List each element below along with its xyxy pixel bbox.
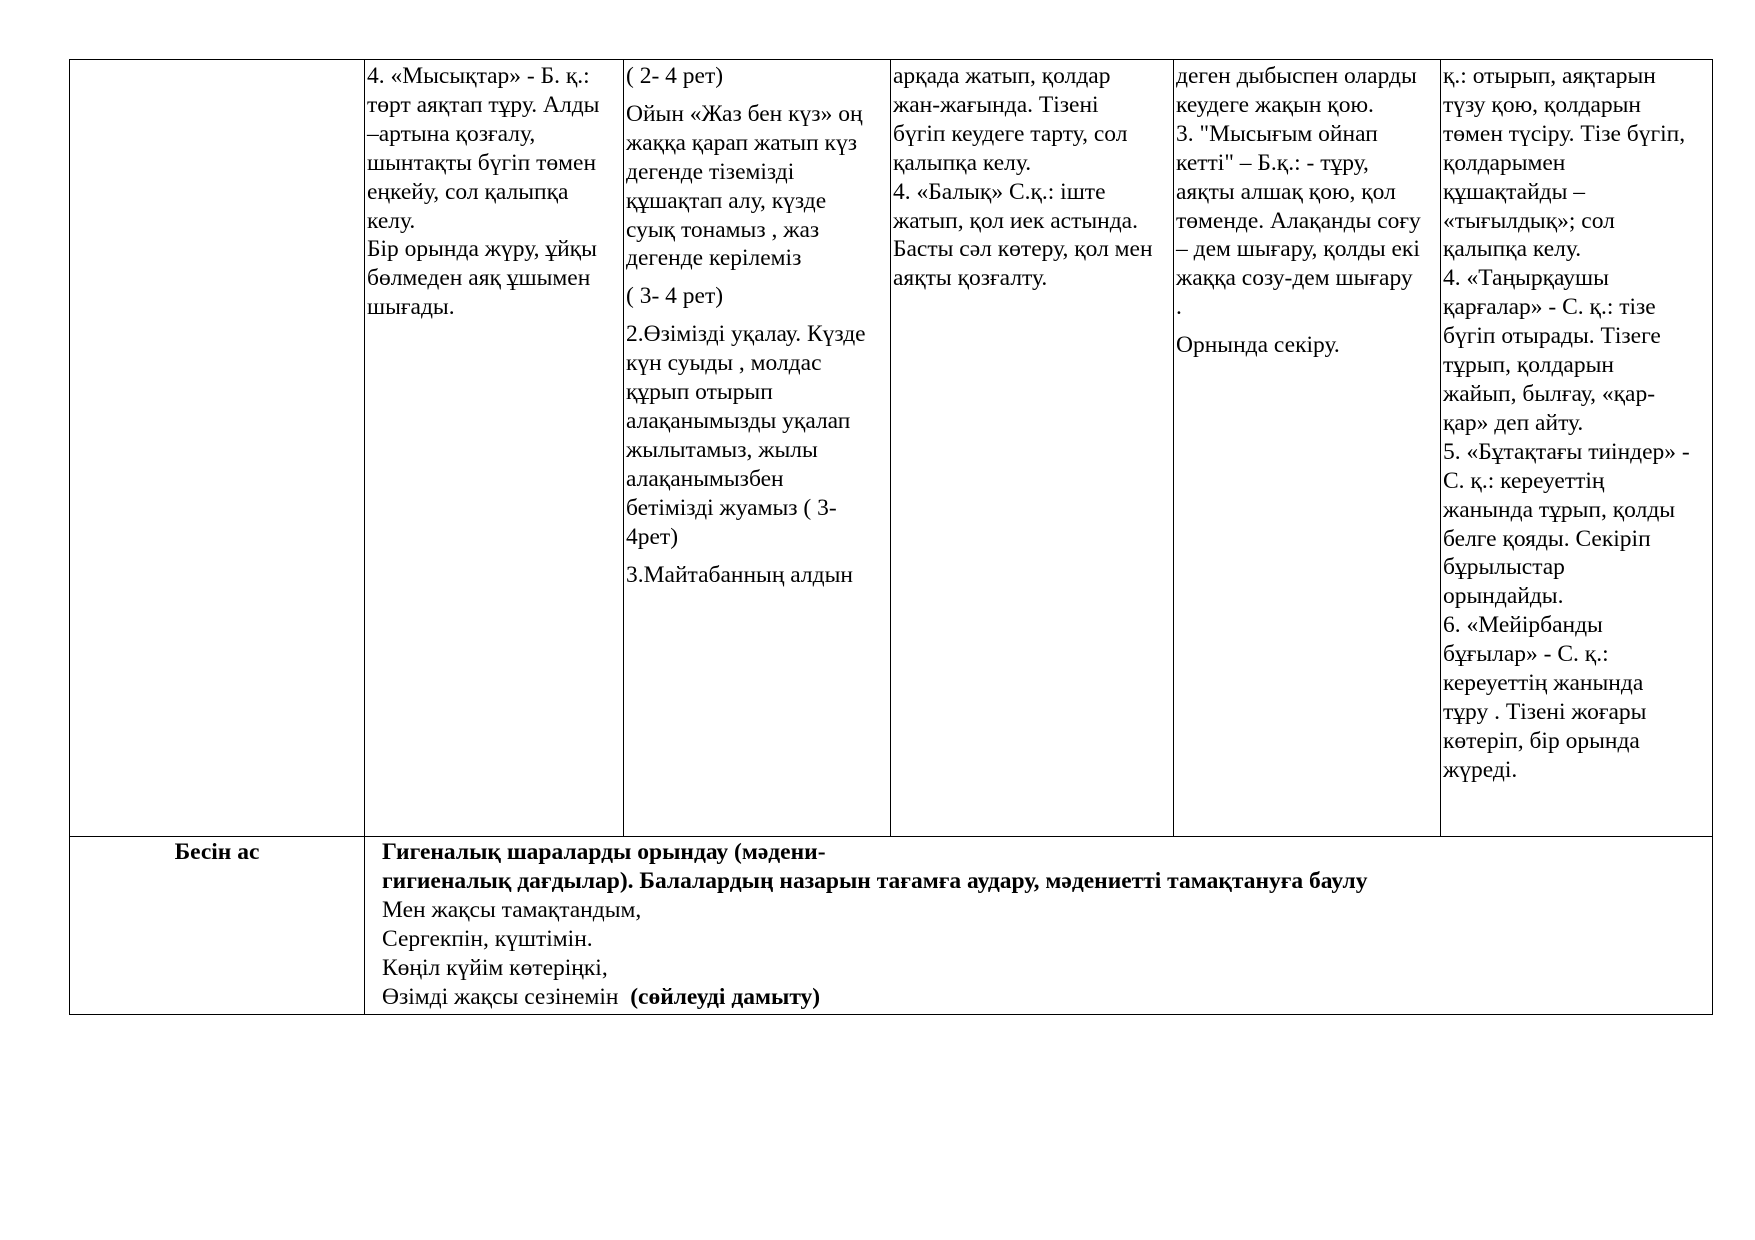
text-line: 4рет) [626,523,679,550]
text-line: Басты сәл көтеру, қол мен [893,236,1153,263]
paragraph-massage [626,320,889,551]
poem-line: Көңіл күйім көтеріңкі, [382,954,608,981]
text-line: қар» деп айту. [1443,409,1584,436]
text-line: аяқты алшақ қою, қол [1176,178,1396,205]
poem-line: Сергекпін, күштімін. [382,925,593,952]
text-line: қалыпқа келу. [893,149,1032,176]
paragraph-repeat [626,282,889,311]
text-line: құрып отырып [626,379,773,406]
text-line: . [1176,294,1182,321]
text-line: Бір орында жүру, ұйқы [367,236,597,263]
text-line: аяқты қозғалту. [893,265,1048,292]
paragraph-jump [1176,331,1439,360]
text-line: жаққа созу-дем шығару [1176,265,1413,292]
text-line: жылытамыз, жылы [626,436,818,463]
text-line: түзу қою, қолдарын [1443,91,1641,118]
day-column-3 [891,60,1174,837]
day-column-4-text [1174,60,1440,360]
text-line: кеудеге жақын қою. [1176,91,1374,118]
day-column-2 [624,60,891,837]
text-line: Ойын «Жаз бен күз» оң [626,100,863,127]
day-column-1 [365,60,624,837]
text-line: құшақтап алу, күзде [626,187,827,214]
text-line: құшақтайды – [1443,178,1586,205]
text-line: дегенде керілеміз [626,245,802,272]
text-line: жаққа қарап жатып күз [626,129,857,156]
text-line: жатып, қол иек астында. [893,207,1138,234]
text-line: 4. «Таңырқаушы [1443,265,1609,292]
text-line: 3. "Мысығым ойнап [1176,120,1378,147]
paragraph-plantain [626,561,889,590]
text-line: 4. «Мысықтар» - Б. қ.: [367,63,590,89]
text-line: С. қ.: кереуеттің [1443,467,1605,494]
text-line: тұрып, қолдарын [1443,352,1614,379]
paragraph-cat-exercise [1176,62,1439,322]
text-line: ( 3- 4 рет) [626,283,724,310]
text-line: қарғалар» - С. қ.: тізе [1443,294,1656,321]
text-line: бүгіп отырады. Тізеге [1443,323,1661,350]
text-line: қолдарымен [1443,149,1566,176]
text-line: жанында тұрып, қолды [1443,496,1676,523]
text-line: – дем шығару, қолды екі [1176,236,1420,263]
text-line: дегенде тіземізді [626,158,795,185]
text-line: тұру . Тізені жоғары [1443,698,1647,725]
text-line: суық тонамыз , жаз [626,216,820,243]
lunch-heading-line-1: Гигеналық шараларды орындау (мәдени- [382,839,826,865]
text-line: 4. «Балық» С.қ.: іште [893,178,1106,205]
text-line: жан-жағында. Тізені [893,91,1099,118]
lunch-heading-line-2: гигиеналық дағдылар). Балалардың назарын тағамға аудару, мәдениетті тамақтануға баулу [382,867,1368,894]
day-column-5 [1441,60,1713,837]
text-line: шығады. [367,294,455,321]
text-line: 6. «Мейірбанды [1443,612,1603,639]
row-label-cell [70,60,365,837]
text-line: бетімізді жуамыз ( 3- [626,494,837,521]
text-line: келу. [367,207,416,234]
text-line: алақанымызды уқалап [626,407,851,434]
text-line: төменде. Алақанды соғу [1176,207,1421,234]
text-line: кереуеттің жанында [1443,670,1644,697]
text-line: алақанымызбен [626,465,784,492]
text-line: 5. «Бұтақтағы тиіндер» - [1443,438,1690,465]
text-line: күн суыды , молдас [626,350,822,377]
speech-development-note: (сөйлеуді дамыту) [630,983,821,1010]
lunch-row [70,837,1713,1015]
text-line: еңкейу, сол қалыпқа [367,178,569,205]
lunch-label-cell [70,837,365,1015]
text-line: Орнында секіру. [1176,332,1340,359]
text-line: –артына қозғалу, [367,120,536,147]
poem-last-line-text: Өзімді жақсы сезінемін [382,983,631,1010]
exercise-row [70,60,1713,837]
day-column-5-text [1441,60,1712,785]
text-line: қалыпқа келу. [1443,236,1582,263]
text-line: деген дыбыспен оларды [1176,63,1417,89]
text-line: бөлмеден аяқ ұшымен [367,265,591,292]
text-line: төмен түсіру. Тізе бүгіп, [1443,120,1686,147]
text-line: көтеріп, бір орында [1443,727,1640,754]
text-line: жайып, былғау, «қар- [1443,380,1656,407]
poem-line: Мен жақсы тамақтандым, [382,896,642,923]
day-column-3-text [891,60,1173,293]
text-line: бүгіп кеудеге тарту, сол [893,120,1128,147]
text-line: 2.Өзімізді уқалау. Күзде [626,321,866,348]
text-line: орындайды. [1443,583,1564,610]
text-line: белге қояды. Секіріп [1443,525,1651,552]
text-line: қ.: отырып, аяқтарын [1443,63,1656,89]
lunch-label: Бесін ас [174,839,260,865]
text-line: жүреді. [1443,756,1518,783]
day-column-2-text [624,60,890,589]
poem-last-line [382,983,1712,1012]
text-line: бұғылар» - С. қ.: [1443,641,1609,668]
text-line: кетті" – Б.қ.: - тұру, [1176,149,1369,176]
paragraph-game [626,100,889,273]
text-line: бұрылыстар [1443,554,1565,581]
daily-plan-table [69,59,1713,1015]
text-line: ( 2- 4 рет) [626,63,724,89]
text-line: шынтақты бүгіп төмен [367,149,597,176]
lunch-content-cell [365,837,1713,1015]
paragraph-repeat [626,62,889,91]
day-column-4 [1174,60,1441,837]
day-column-1-text [365,60,623,322]
text-line: 3.Майтабанның алдын [626,561,853,588]
text-line: төрт аяқтап тұру. Алды [367,91,600,118]
text-line: «тығылдық»; сол [1443,207,1615,234]
text-line: арқада жатып, қолдар [893,63,1111,89]
